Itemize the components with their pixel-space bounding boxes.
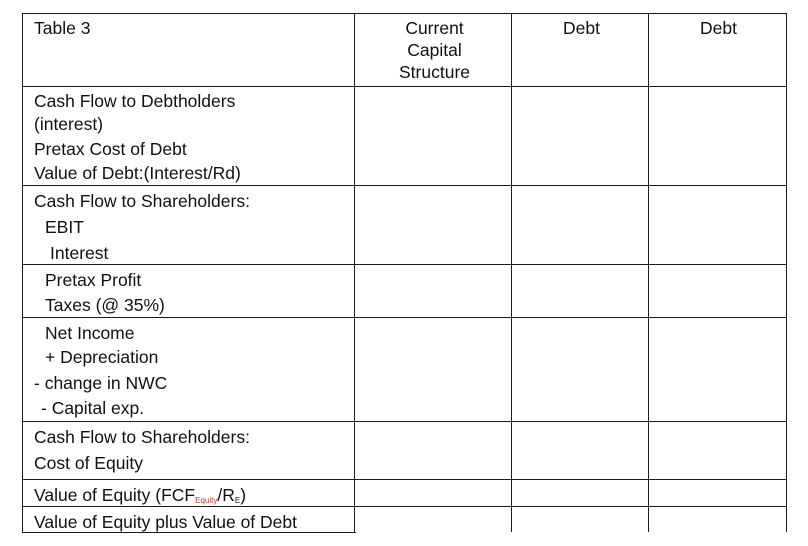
row-label-cost-of-equity: Cost of Equity [34, 453, 143, 473]
value-of-equity-subscript: Equity [195, 496, 218, 505]
table-title: Table 3 [34, 18, 91, 38]
row-divider [22, 317, 787, 318]
table-border-right [786, 13, 787, 532]
column-header-debt-1: Debt [563, 18, 600, 38]
column-header-current-capital-structure [356, 17, 513, 83]
row-label-pretax-profit: Pretax Profit [45, 270, 142, 290]
value-of-equity-text: Value of Equity (FCF [34, 485, 196, 505]
value-of-equity-divider: /R [217, 485, 235, 505]
last-row-underline [22, 532, 356, 533]
value-of-equity-subscript-e: E [234, 496, 241, 505]
row-label-depreciation: + Depreciation [45, 347, 159, 367]
value-of-equity-close: ) [240, 485, 247, 505]
row-label-cf-shareholders-header: Cash Flow to Shareholders: [34, 191, 250, 211]
row-label-value-of-equity [34, 485, 246, 511]
column-divider-3 [648, 13, 649, 532]
row-label-value-of-equity-plus-debt: Value of Equity plus Value of Debt [34, 512, 297, 532]
column-header-line: Current [405, 18, 464, 38]
table-border-left [22, 13, 23, 532]
column-divider-2 [511, 13, 512, 532]
row-label-value-of-debt: Value of Debt:(Interest/Rd) [34, 163, 241, 183]
column-header-line: Structure [399, 62, 470, 82]
column-divider-1 [354, 13, 355, 532]
row-divider [22, 479, 787, 480]
row-divider [22, 264, 787, 265]
row-label-cf-debtholders: Cash Flow to Debtholders [34, 91, 236, 111]
row-divider [22, 421, 787, 422]
row-divider [22, 185, 787, 186]
row-label-taxes: Taxes (@ 35%) [45, 295, 165, 315]
column-header-line: Capital [407, 40, 462, 60]
row-label-change-nwc: - change in NWC [34, 373, 168, 393]
row-label-interest-paren: (interest) [34, 114, 104, 134]
table-border-top [22, 13, 787, 14]
column-header-debt-2: Debt [700, 18, 737, 38]
row-label-interest: Interest [50, 243, 109, 263]
row-label-cf-shareholders-total: Cash Flow to Shareholders: [34, 427, 250, 447]
row-divider [22, 86, 787, 87]
row-label-pretax-cost-of-debt: Pretax Cost of Debt [34, 139, 187, 159]
row-label-capital-exp: - Capital exp. [41, 398, 145, 418]
row-label-net-income: Net Income [45, 323, 135, 343]
row-label-ebit: EBIT [45, 217, 84, 237]
